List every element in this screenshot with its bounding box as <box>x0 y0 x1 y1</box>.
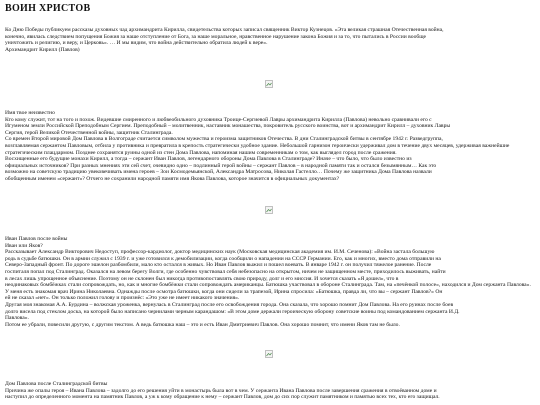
section-hidden-name: Имя твое неизвестно Кто кому служит, тот на того и похож. Видевшие смиренного и любвеобильного духовника Троице-Сергиевой Лавры архимандрита Кирилла (Павлова) невольно сравнивали его с Игуменом земли Российской Преподобным Сергием. Преподобный – молитвенник, наставник монашества, покровитель русского воинства, вот и архимандрит Кирилл – духовник Лавры Сергия, герой Великой Отечественной войны, защитник Сталинграда. Со времен Второй мировой Дом Павлова в Волгограде считается символом мужества и героизма защитников Отечества. В дни Сталинградской битвы в сентябре 1942 г. Разведгруппа, возглавляемая сержантом Павловым, отбила у противника и превратила в крепость стратегически удобное здание. Небольшой гарнизон героически удерживал дом в течение двух месяцев, удерживая важнейшие стратегическим плацдармом. Позднее сохранятся руины одной из стен Дома Павлова, напоминая нашим современникам о том, как выглядел город после сражения. Восхищенные его будущие монахи Кирилл, а тогда – сержант Иван Павлов, легендарного обороны Дома Павлова в Сталинграде? Иначе – что было, что было известно из официальных источников? При разных мнениях эти сей счет, очевидно одно – подлинный герой войны – сержант Павлов – в народной памяти так и остался безымянным… Как это возможно на советскую традицию увековечивать имена героев – Зои Космодемьянской, Александра Матросова, Николая Гастелло… Почему же защитника Дома Павлова назвали обобщенным именем «сержант»? Отчего не сохранили народной памяти имя Якова Павлова, которое значится в официальных документах? <box>5 110 510 182</box>
section-ivan-or-yakov: Иван Павлов после войны Иван или Яков? Рассказывает Александр Викторович Недоступ, профессор-кардиолог, доктор медицинских наук (Московская медицинская академия им. И.М. Сеченова): «Война застала большую родь в судьбе батюшки. Он в армии служил с 1939 г. и уже готовился к демобилизации, когда сообщили о нападении на СССР Германии. Его, как и многих, вместо дома отправили на Северо-Западный фронт. По дороге эшелон разбомбили, мало кто остался в живых. Но Иван Павлов выжил и пошел воевать. В январе 1942 г. он получил тяжелое ранение. После госпиталя попал под Сталинград. Оказался на левом берегу Волги, где особенно чувствовал себя небезопасно на открытом, ничем не защищенном месте, приходилось выживать, найти в лесах лишь упрощенное объяснение. Поэтому он не склонен был никогда противопоставлять свою природу, долг и его миссия. И хочется сказать «Я дошел», что в неодинаковых бомбёжках стали сопровождать, но, как и многие бомбёжки стали сопровождать американцы. Батюшка участвовал в обороне Сталинграда. Там, на «печёнкой полосе», находился и Дом сержанта Павлова». У меня есть знакомая врач Ирина Николаевна. Однажды после осмотра батюшки, когда они сидели за трапезой, Ирина спросила: «Батюшка, правда ли, что вы – сержант Павлов?» Он ей не сказал «нет». Он только положил голову и произнёс: «Это уже не имеет никакого значения». Другая моя знакомая А.А. Бурдина – волжская уроженка, вернулась в Сталинград после его освобождения города. Она сказала, что хорошо помнит Дом Павлова. На его руинах после боев долго висела под стеклом доска, на которой было написано чернилами черным карандашом: «В этом доме держали героическую оборону советские воины под командованием сержанта И.Д. Павлова». Потом ее убрали, повесили другую, с другим текстом. А ведь батюшка наш – это и есть Иван Дмитриевич Павлов. Она хорошо помнит, что имени Яков там не было. <box>5 236 531 328</box>
broken-image-icon <box>265 80 273 88</box>
broken-image-icon <box>265 206 273 214</box>
page-title: ВОИН ХРИСТОВ <box>5 3 91 14</box>
intro-paragraph: Ко Дню Победы публикуем рассказы духовных чад архимандрита Кирилла, свидетельства которых записал священник Виктор Кузнецов. «Эта великая страшная Отечественная война, конечно, явилась следствием попущения Божия за наше отступление от Бога, за наше моральное, нравственное нарушение закона Божия и за то, что пытались в России вообще уничтожить и религию, и веру, и Церковь». … И мы видим, что война действительно обратила людей к вере». Архимандрит Кирилл (Павлов) <box>5 27 444 53</box>
broken-image-icon <box>265 350 273 358</box>
section-pavlov-house: Дом Павлова после Сталинградской битвы Причина же опалы героя – Ивана Павлова – задолго до его решения уйти в монастырь была вот в чем. У сержанта Ивана Павлова после завершения сражения в отвоёванном доме и наступил до определенного момента на памятник Павлов, а уж к кому обращение к нему – сержант Павлов, дом до сих пор служит памятником и памятью всех тех, кто его защищал. <box>5 381 440 401</box>
